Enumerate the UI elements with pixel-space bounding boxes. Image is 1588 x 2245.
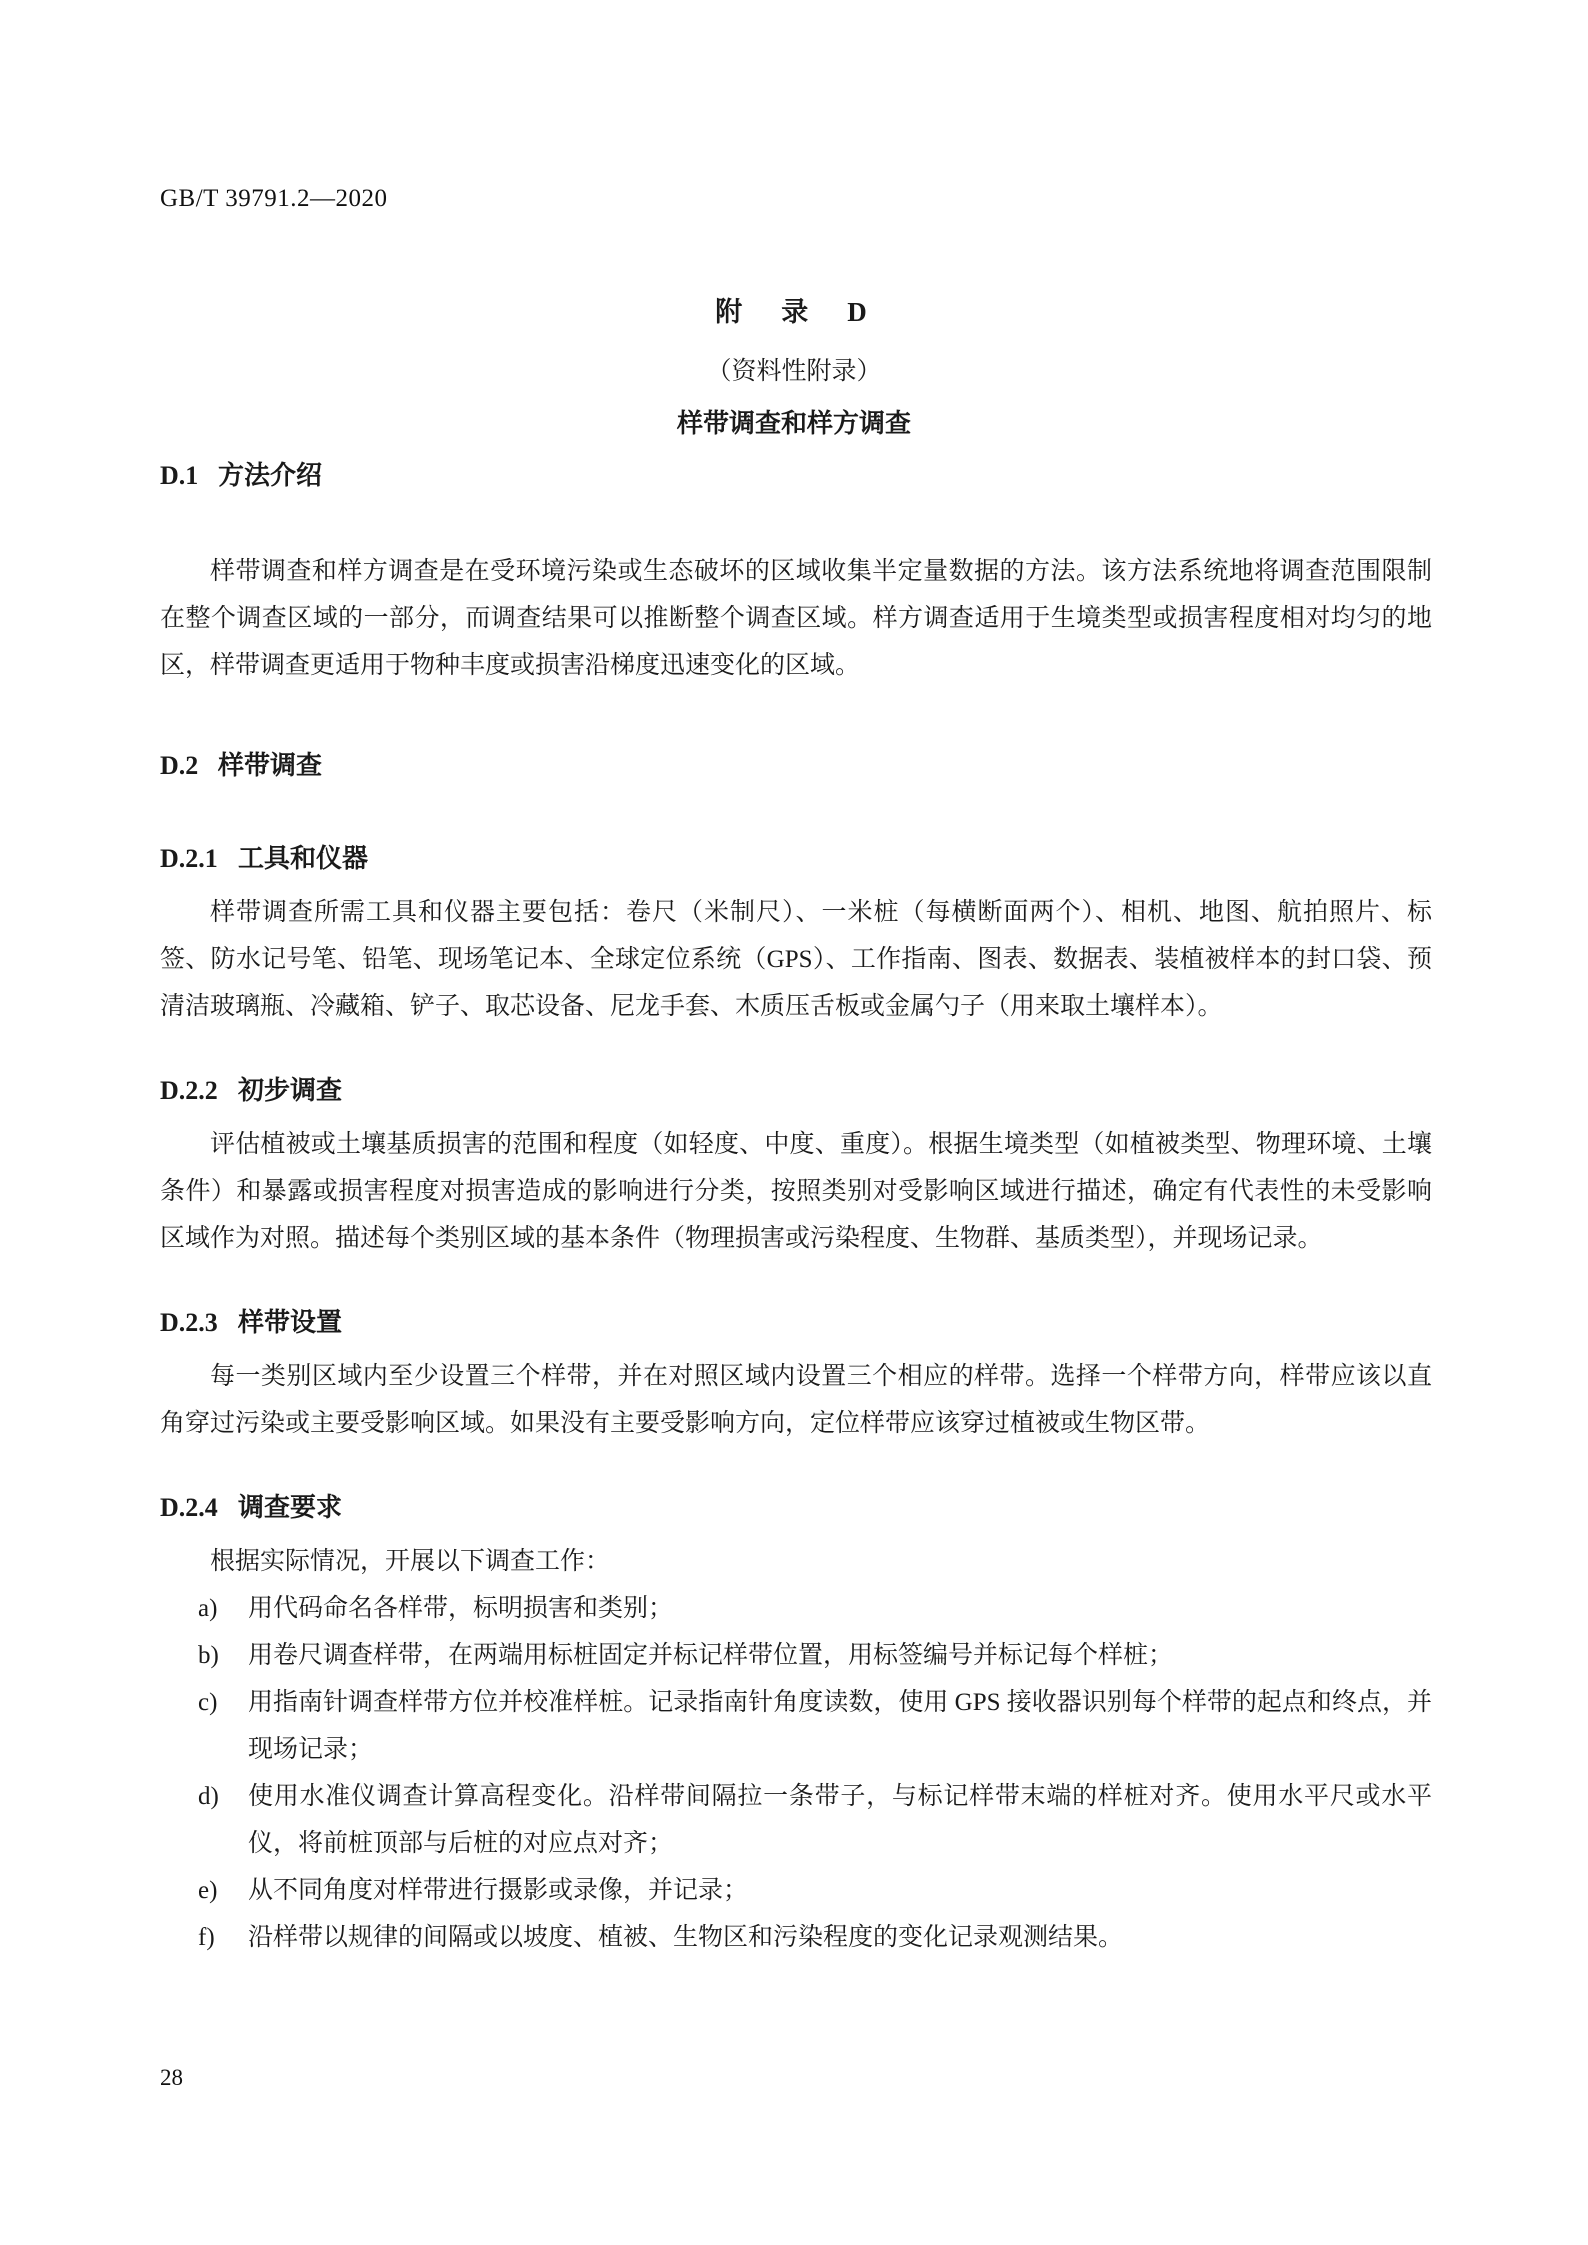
list-item-text: 用代码命名各样带，标明损害和类别； xyxy=(248,1595,674,1622)
section-number-d24: D.2.4 xyxy=(160,1493,218,1522)
section-title-d23: 样带设置 xyxy=(238,1308,343,1337)
list-item-marker: c) xyxy=(198,1689,218,1716)
list-item-text: 用卷尺调查样带，在两端用标桩固定并标记样带位置，用标签编号并标记每个样桩； xyxy=(248,1642,1174,1669)
section-title-d2: 样带调查 xyxy=(218,751,323,780)
paragraph-d21-1: 样带调查所需工具和仪器主要包括：卷尺（米制尺）、一米桩（每横断面两个）、相机、地图、航拍照片、标签、防水记号笔、铅笔、现场笔记本、全球定位系统（GPS）、工作指南、图表、数据表、装植被样本的封口袋、预清洁玻璃瓶、冷藏箱、铲子、取芯设备、尼龙手套、木质压舌板或金属勺子（用来取土壤样本）。 xyxy=(160,899,1432,1020)
list-item xyxy=(160,1679,1432,1773)
page-header-standard-code: GB/T 39791.2—2020 xyxy=(160,185,388,212)
section-number-d2: D.2 xyxy=(160,751,199,780)
list-item-marker: d) xyxy=(198,1783,219,1810)
section-title-d22: 初步调查 xyxy=(238,1076,343,1105)
list-item xyxy=(160,1914,1432,1961)
annex-type: （资料性附录） xyxy=(706,358,882,385)
list-item-text: 从不同角度对样带进行摄影或录像，并记录； xyxy=(248,1877,749,1904)
section-heading-d24 xyxy=(160,1487,1432,1524)
annex-title: 样带调查和样方调查 xyxy=(676,409,911,438)
list-item-marker: b) xyxy=(198,1642,219,1669)
section-number-d21: D.2.1 xyxy=(160,844,218,873)
list-item-text: 沿样带以规律的间隔或以坡度、植被、生物区和污染程度的变化记录观测结果。 xyxy=(248,1924,1124,1951)
page-number: 28 xyxy=(160,2065,183,2090)
list-item-marker: a) xyxy=(198,1595,218,1622)
section-heading-d21 xyxy=(160,838,1432,875)
section-heading-d1 xyxy=(160,455,1432,492)
section-heading-d23 xyxy=(160,1302,1432,1339)
section-heading-d2 xyxy=(160,745,1432,782)
paragraph-d1-1: 样带调查和样方调查是在受环境污染或生态破坏的区域收集半定量数据的方法。该方法系统地将调查范围限制在整个调查区域的一部分，而调查结果可以推断整个调查区域。样方调查适用于生境类型或损害程度相对均匀的地区，样带调查更适用于物种丰度或损害沿梯度迅速变化的区域。 xyxy=(160,558,1432,679)
list-item-marker: f) xyxy=(198,1924,215,1951)
paragraph-d22-1: 评估植被或土壤基质损害的范围和程度（如轻度、中度、重度）。根据生境类型（如植被类型、物理环境、土壤条件）和暴露或损害程度对损害造成的影响进行分类，按照类别对受影响区域进行描述，确定有代表性的未受影响区域作为对照。描述每个类别区域的基本条件（物理损害或污染程度、生物群、基质类型），并现场记录。 xyxy=(160,1131,1432,1252)
list-item-text: 用指南针调查样带方位并校准样桩。记录指南针角度读数，使用 GPS 接收器识别每个样带的起点和终点，并现场记录； xyxy=(248,1689,1432,1763)
section-title-d24: 调查要求 xyxy=(238,1493,343,1522)
annex-heading-block xyxy=(160,290,1428,440)
document-body xyxy=(160,455,1432,1961)
section-number-d1: D.1 xyxy=(160,461,199,490)
section-heading-d22 xyxy=(160,1070,1432,1107)
paragraph-d24-1: 根据实际情况，开展以下调查工作： xyxy=(210,1548,611,1575)
annex-label: 附 录 D xyxy=(715,297,873,327)
section-number-d23: D.2.3 xyxy=(160,1308,218,1337)
section-title-d1: 方法介绍 xyxy=(218,461,323,490)
list-item xyxy=(160,1632,1432,1679)
list-item xyxy=(160,1773,1432,1867)
list-item-text: 使用水准仪调查计算高程变化。沿样带间隔拉一条带子，与标记样带末端的样桩对齐。使用水平尺或水平仪，将前桩顶部与后桩的对应点对齐； xyxy=(248,1783,1432,1857)
paragraph-d23-1: 每一类别区域内至少设置三个样带，并在对照区域内设置三个相应的样带。选择一个样带方向，样带应该以直角穿过污染或主要受影响区域。如果没有主要受影响方向，定位样带应该穿过植被或生物区带。 xyxy=(160,1363,1432,1437)
list-item xyxy=(160,1867,1432,1914)
survey-requirements-list xyxy=(160,1585,1432,1961)
list-item-marker: e) xyxy=(198,1877,218,1904)
section-title-d21: 工具和仪器 xyxy=(238,844,369,873)
section-number-d22: D.2.2 xyxy=(160,1076,218,1105)
list-item xyxy=(160,1585,1432,1632)
